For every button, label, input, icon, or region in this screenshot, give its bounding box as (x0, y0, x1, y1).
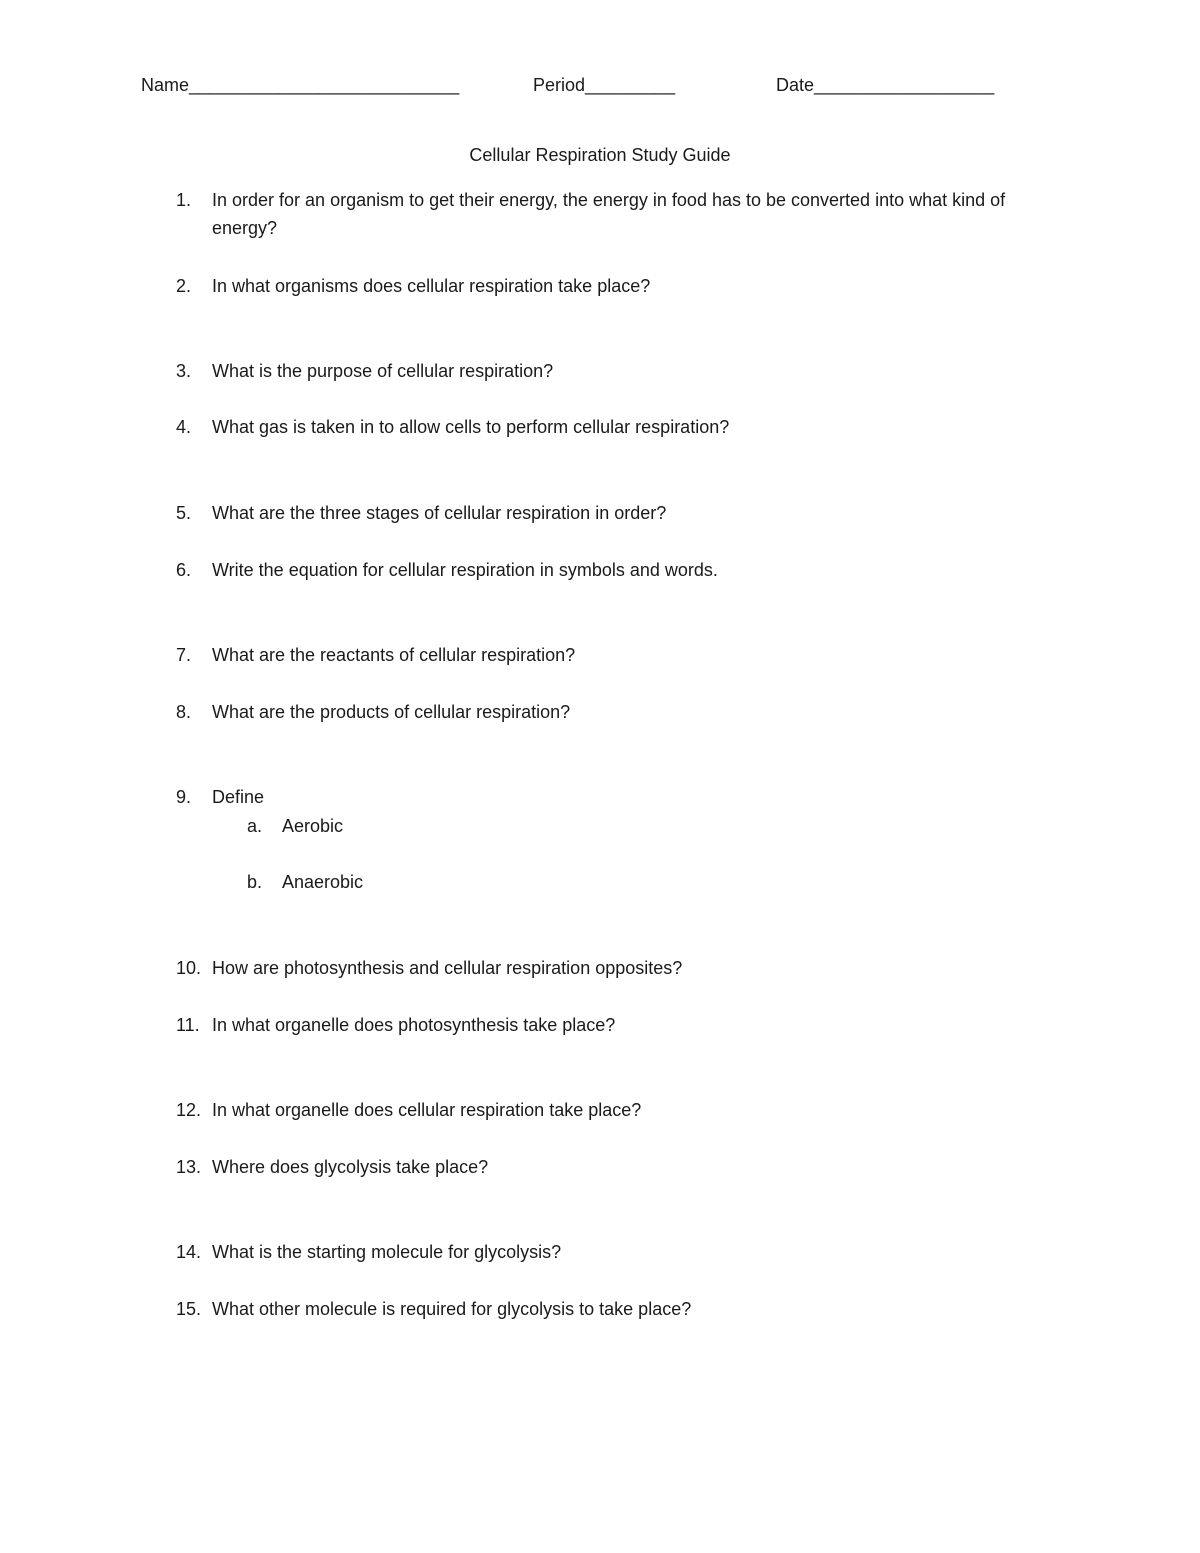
question-text: In order for an organism to get their energy, the energy in food has to be converted into what kind of energy? (212, 190, 1006, 238)
question-15 (176, 1295, 1046, 1323)
question-text: In what organelle does photosynthesis take place? (212, 1015, 616, 1035)
date-field-label: Date__________________ (776, 75, 995, 95)
period-field-label: Period_________ (533, 75, 676, 95)
question-10 (176, 954, 1046, 982)
question-text: What gas is taken in to allow cells to perform cellular respiration? (212, 417, 730, 437)
question-6 (176, 556, 1046, 584)
sub-item-b (247, 868, 363, 896)
question-number: 8. (176, 702, 192, 722)
question-number: 1. (176, 190, 192, 210)
question-number: 5. (176, 503, 192, 523)
question-number: 2. (176, 276, 192, 296)
question-text: What other molecule is required for glycolysis to take place? (212, 1299, 692, 1319)
question-7 (176, 641, 1046, 669)
question-number: 4. (176, 417, 192, 437)
question-number: 14. (176, 1242, 202, 1262)
question-number: 6. (176, 560, 192, 580)
question-text: What is the starting molecule for glycolysis? (212, 1242, 562, 1262)
question-13 (176, 1153, 1046, 1181)
question-text: What is the purpose of cellular respiration? (212, 361, 554, 381)
question-1 (176, 186, 1046, 242)
question-9 (176, 783, 1046, 811)
question-text: Define (212, 787, 265, 807)
question-text: What are the products of cellular respiration? (212, 702, 571, 722)
sub-item-letter: a. (247, 816, 263, 836)
question-14 (176, 1238, 1046, 1266)
question-number: 11. (176, 1015, 200, 1035)
sub-item-text: Aerobic (282, 816, 344, 836)
question-3 (176, 357, 1046, 385)
question-text: What are the reactants of cellular respiration? (212, 645, 576, 665)
question-number: 10. (176, 958, 202, 978)
question-text: In what organisms does cellular respiration take place? (212, 276, 651, 296)
question-number: 15. (176, 1299, 202, 1319)
sub-item-letter: b. (247, 872, 263, 892)
question-text: Where does glycolysis take place? (212, 1157, 489, 1177)
name-field-label: Name___________________________ (141, 75, 460, 95)
question-2 (176, 272, 1046, 300)
sub-item-a (247, 812, 343, 840)
question-number: 9. (176, 787, 192, 807)
question-number: 13. (176, 1157, 202, 1177)
question-11 (176, 1011, 1046, 1039)
question-number: 12. (176, 1100, 202, 1120)
question-12 (176, 1096, 1046, 1124)
question-number: 3. (176, 361, 192, 381)
question-text: How are photosynthesis and cellular respiration opposites? (212, 958, 683, 978)
question-text: Write the equation for cellular respiration in symbols and words. (212, 560, 718, 580)
question-text: In what organelle does cellular respiration take place? (212, 1100, 642, 1120)
sub-item-text: Anaerobic (282, 872, 364, 892)
page-title: Cellular Respiration Study Guide (469, 145, 731, 165)
question-number: 7. (176, 645, 192, 665)
question-4 (176, 413, 1046, 441)
question-5 (176, 499, 1046, 527)
question-8 (176, 698, 1046, 726)
question-text: What are the three stages of cellular respiration in order? (212, 503, 667, 523)
